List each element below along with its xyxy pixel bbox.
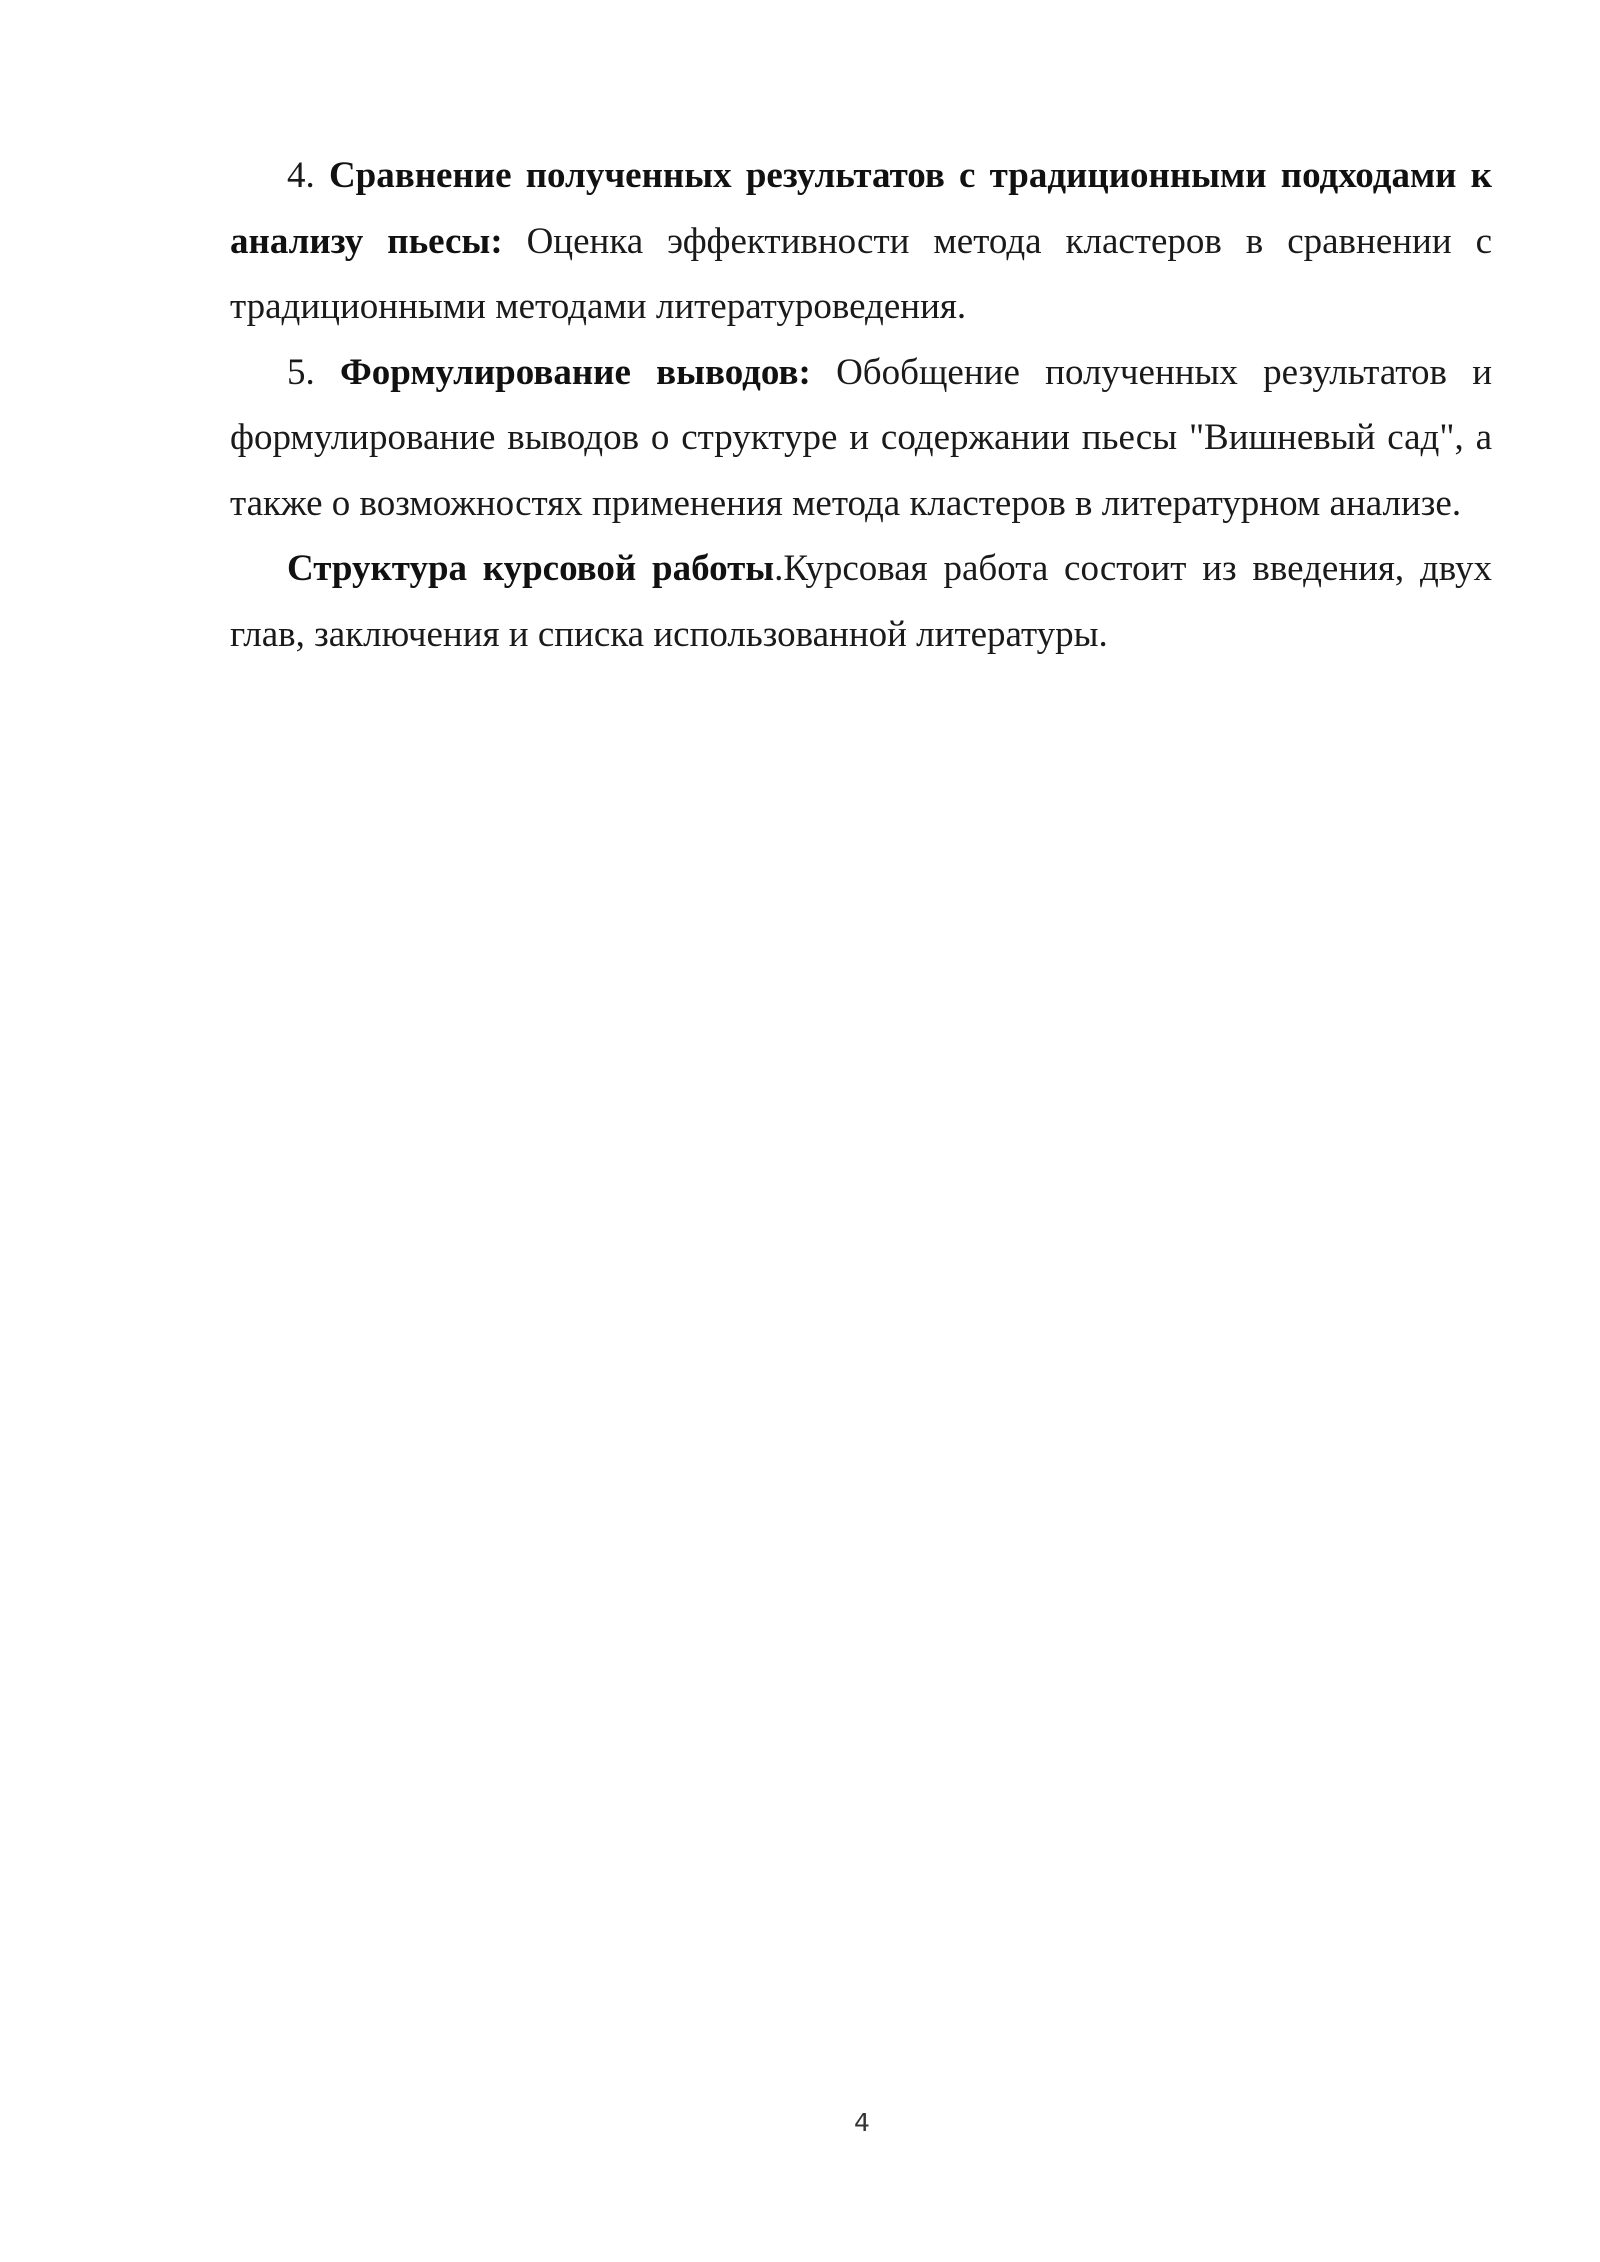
structure-text: .Курсовая работа состоит из введения, двух глав, заключения и списка использованной литературы.	[230, 548, 1492, 655]
item-text: Оценка эффективности метода кластеров в сравнении с традиционными методами литературоведения.	[230, 220, 1492, 327]
paragraph-item-4	[230, 143, 1492, 340]
document-body	[230, 143, 1492, 667]
item-heading: Сравнение полученных результатов с традиционными подходами к анализу пьесы:	[230, 155, 1492, 262]
item-number: 5.	[287, 351, 341, 393]
item-text: Обобщение полученных результатов и формулирование выводов о структуре и содержании пьесы "Вишневый сад", а также о возможностях применения метода кластеров в литературном анализе.	[230, 351, 1493, 524]
paragraph-structure	[230, 536, 1492, 667]
item-heading: Формулирование выводов:	[340, 351, 811, 393]
item-number: 4.	[287, 155, 329, 196]
paragraph-item-5	[230, 340, 1492, 537]
page-number: 4	[854, 2108, 870, 2137]
structure-heading: Структура курсовой работы	[287, 548, 775, 589]
